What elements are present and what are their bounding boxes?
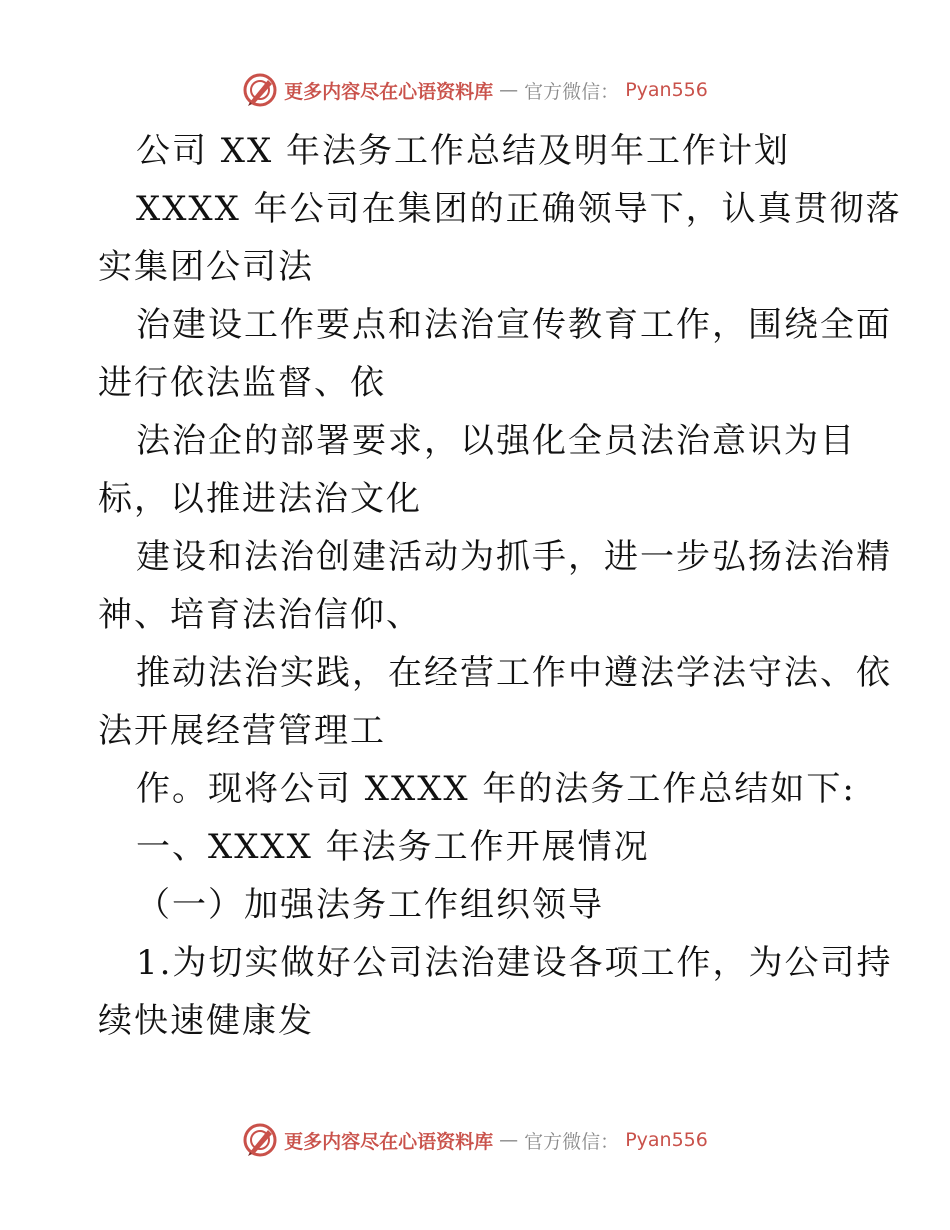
watermark-separator: — — [499, 1129, 519, 1151]
watermark-wechat-id: Pyan556 — [625, 79, 708, 101]
paragraph-line: 治建设工作要点和法治宣传教育工作，围绕全面 — [136, 305, 892, 345]
document-body — [98, 122, 902, 1050]
document-title: 公司 XX 年法务工作总结及明年工作计划 — [136, 131, 791, 171]
paragraph-line: 法开展经营管理工 — [98, 711, 386, 751]
paragraph-line: 标，以推进法治文化 — [98, 479, 422, 519]
pen-logo-icon — [242, 1122, 278, 1158]
section-heading: 一、XXXX 年法务工作开展情况 — [136, 827, 650, 867]
paragraph-line: 作。现将公司 XXXX 年的法务工作总结如下: — [136, 769, 856, 809]
paragraph-line: 法治企的部署要求，以强化全员法治意识为目 — [136, 421, 856, 461]
paragraph-line: 建设和法治创建活动为抓手，进一步弘扬法治精 — [136, 537, 892, 577]
watermark-separator: — — [499, 79, 519, 101]
watermark-wechat-label: 官方微信： — [524, 1130, 620, 1153]
paragraph-line: 续快速健康发 — [98, 1001, 314, 1041]
watermark-text: 更多内容尽在心语资料库 — [284, 1130, 494, 1153]
paragraph-line: 推动法治实践，在经营工作中遵法学法守法、依 — [136, 653, 892, 693]
subsection-heading: （一）加强法务工作组织领导 — [136, 885, 604, 925]
header-watermark — [0, 70, 950, 110]
watermark-wechat-id: Pyan556 — [625, 1129, 708, 1151]
paragraph-line: 实集团公司法 — [98, 247, 314, 287]
paragraph-line: XXXX 年公司在集团的正确领导下，认真贯彻落 — [136, 189, 902, 229]
pen-logo-icon — [242, 72, 278, 108]
paragraph-line: 进行依法监督、依 — [98, 363, 386, 403]
footer-watermark — [0, 1120, 950, 1160]
watermark-text: 更多内容尽在心语资料库 — [284, 80, 494, 103]
paragraph-line: 1.为切实做好公司法治建设各项工作，为公司持 — [136, 943, 893, 983]
watermark-wechat-label: 官方微信： — [524, 80, 620, 103]
paragraph-line: 神、培育法治信仰、 — [98, 595, 422, 635]
